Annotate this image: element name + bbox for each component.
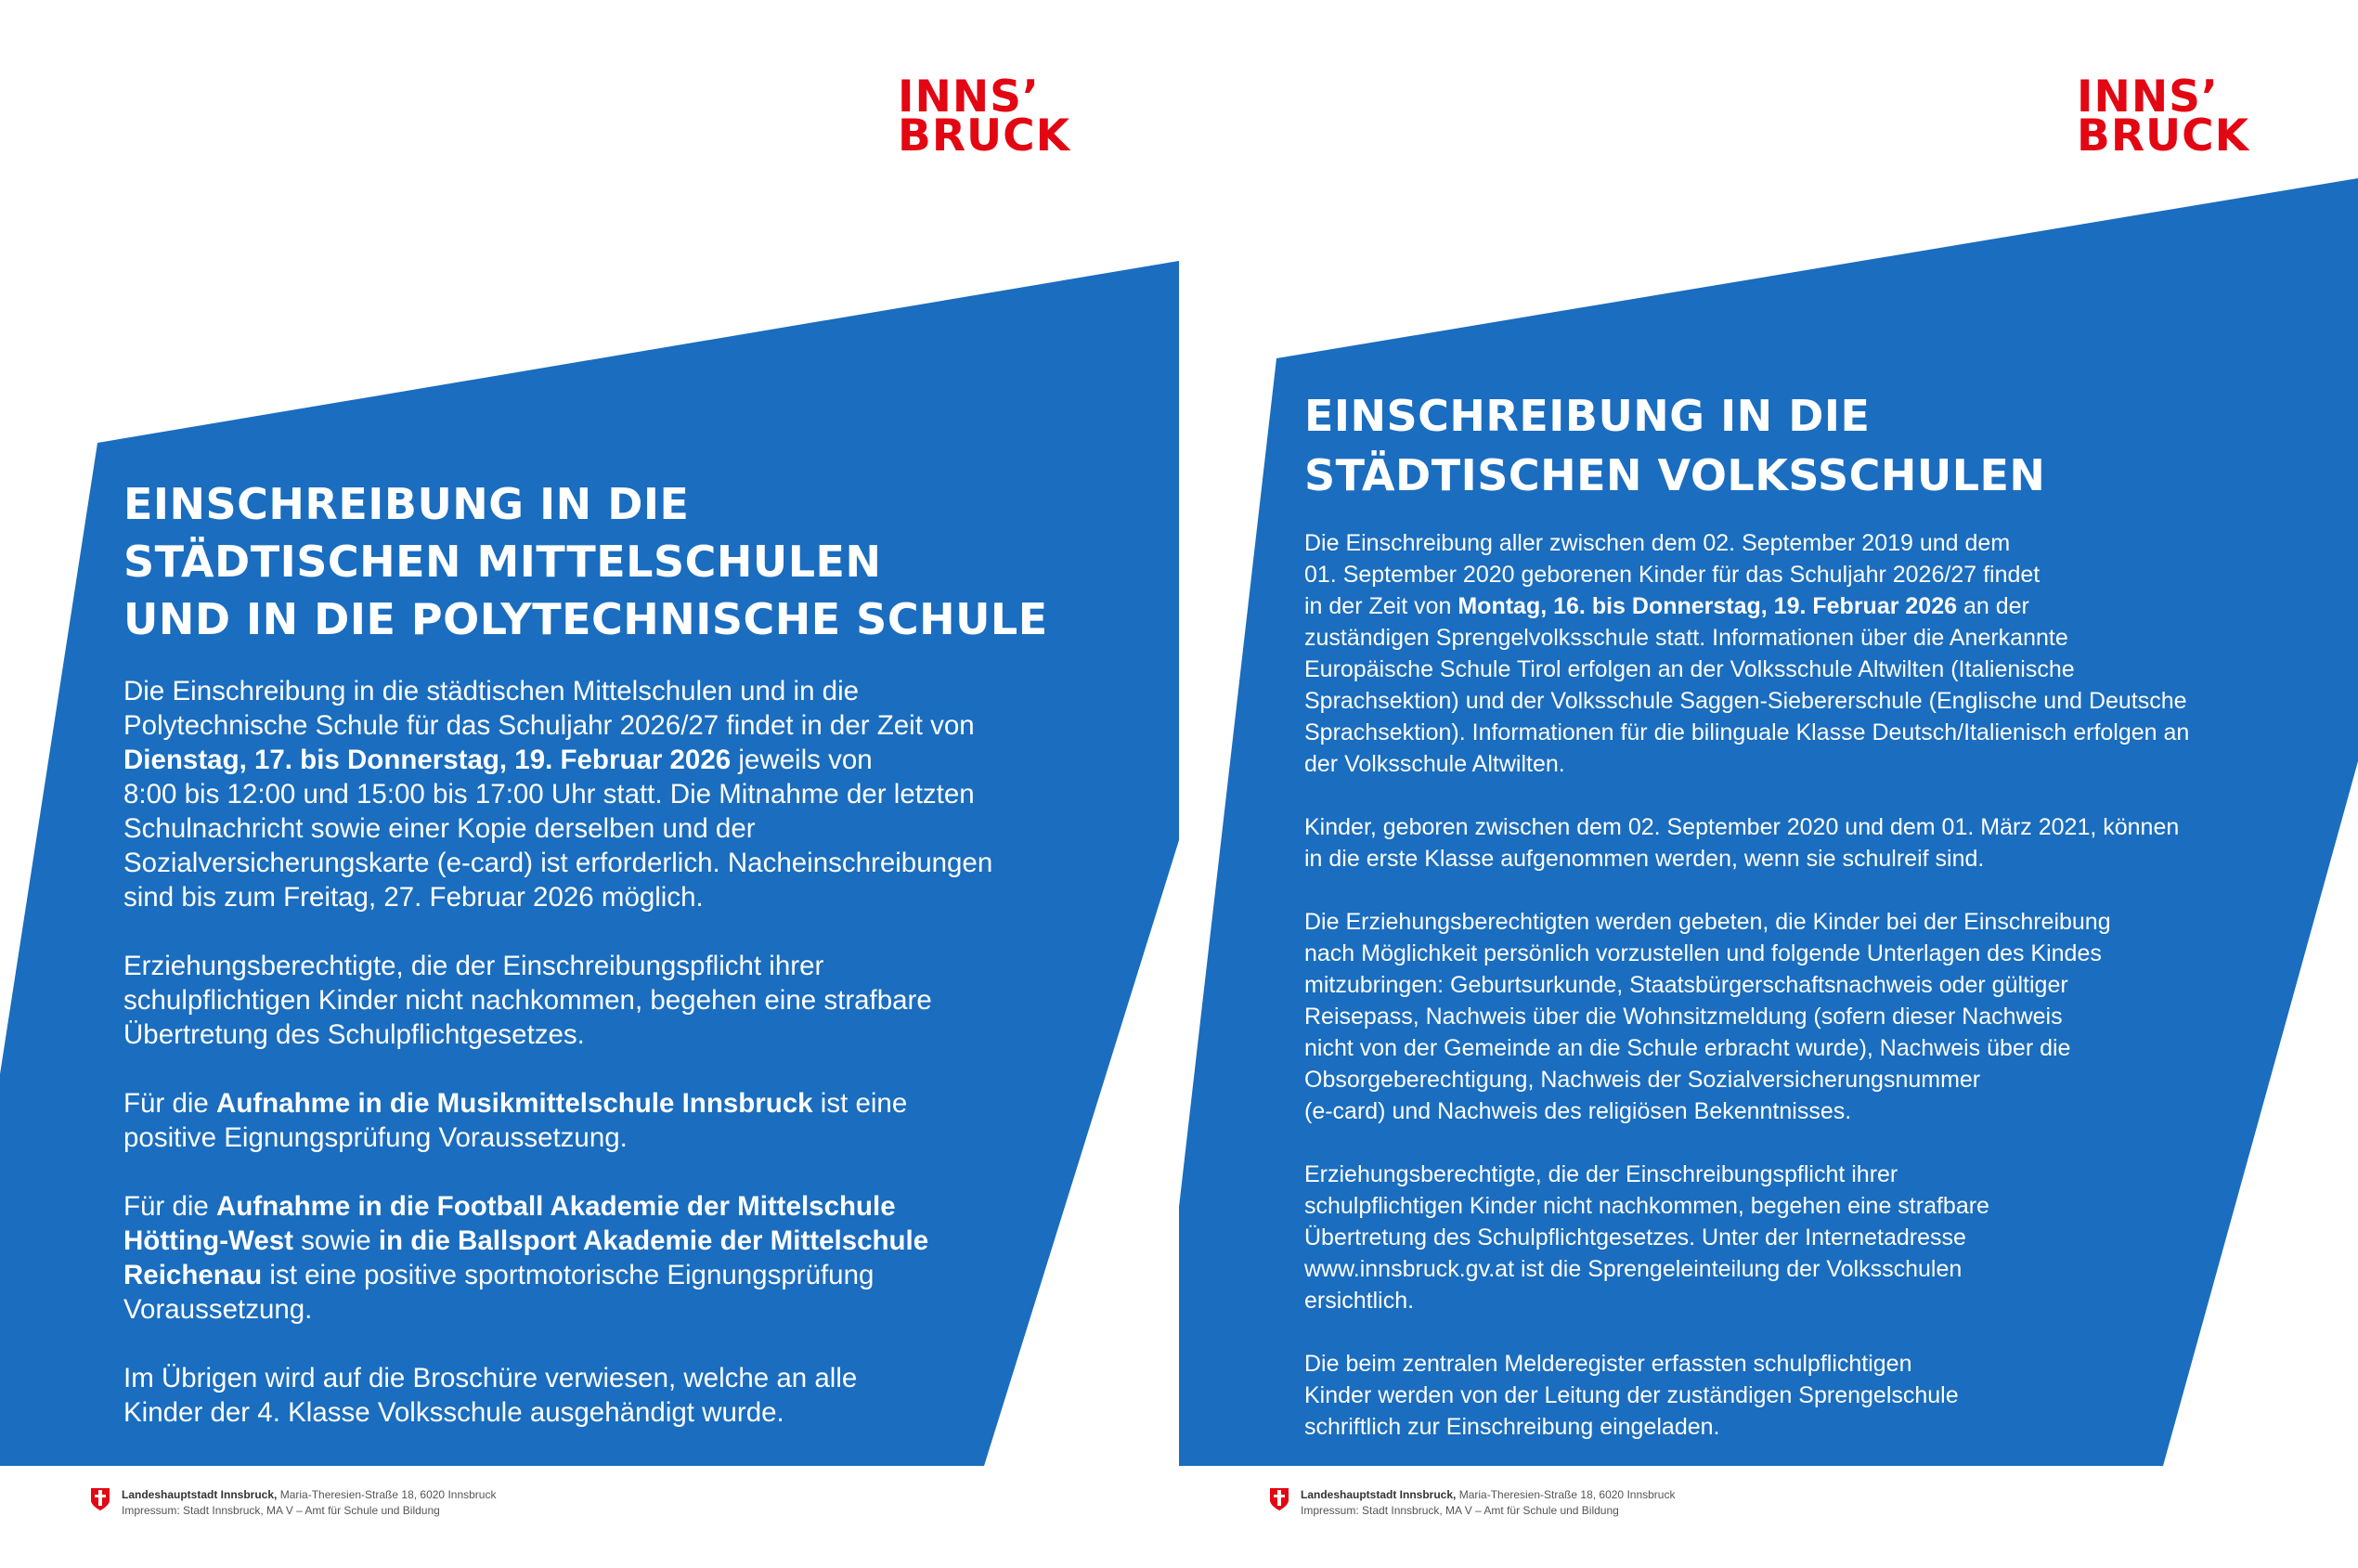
paragraph-enrollment-dates: Die Einschreibung in die städtischen Mittelschulen und in die Polytechnische Schule für das Schuljahr 2026/27 findet in der Zeit von Dienstag, 17. bis Donnerstag, 19. Februar 2026 jeweils von 8:00 bis 12:00 und 15:00 bis 17:00 Uhr statt. Die Mitnahme der letzten Schulnachricht sowie einer Kopie derselben und der Sozialversicherungskarte (e-card) ist erforderlich. Nacheinschreibungen sind bis zum Freitag, 27. Februar 2026 möglich. [123,676,993,913]
innsbruck-logo: INNS’ BRUCK [898,71,1071,162]
paragraph-obligation: Erziehungsberechtigte, die der Einschreibungspflicht ihrer schulpflichtigen Kinder nicht nachkommen, begehen eine strafbare Übertretung des Schulpflichtgesetzes. Unter der Internetadresse www.innsbruck.gv.at ist die Sprengeleinteilung der Volksschulen ersichtlich. [1304,1161,1989,1314]
page-title: EINSCHREIBUNG IN DIE STÄDTISCHEN MITTELSCHULEN UND IN DIE POLYTECHNISCHE SCHULE [123,479,1048,644]
page-title: EINSCHREIBUNG IN DIE STÄDTISCHEN VOLKSSCHULEN [1304,391,2046,500]
city-crest-icon [90,1487,110,1511]
paragraph-brochure: Im Übrigen wird auf die Broschüre verwiesen, welche an alle Kinder der 4. Klasse Volksschule ausgehändigt wurde. [123,1363,858,1428]
content-right [1304,386,2251,1474]
paragraph-early-admission: Kinder, geboren zwischen dem 02. September 2020 und dem 01. März 2021, können in die erste Klasse aufgenommen werden, wenn sie schulreif sind. [1304,814,2180,872]
city-crest-icon [1269,1487,1289,1511]
paragraph-obligation: Erziehungsberechtigte, die der Einschreibungspflicht ihrer schulpflichtigen Kinder nicht nachkommen, begehen eine strafbare Übertretung des Schulpflichtgesetzes. [123,951,932,1050]
paragraph-invitation: Die beim zentralen Melderegister erfassten schulpflichtigen Kinder werden von der Leitung der zuständigen Sprengelschule schriftlich zur Einschreibung eingeladen. [1304,1351,1959,1440]
footer-imprint: Landeshauptstadt Innsbruck, Maria-Theresien-Straße 18, 6020 Innsbruck Impressum: Stadt Innsbruck, MA V – Amt für Schule und Bildung [1269,1487,1675,1519]
paragraph-sports-academy: Für die Aufnahme in die Football Akademie der Mittelschule Hötting-West sowie in die Ballsport Akademie der Mittelschule Reichenau ist eine positive sportmotorische Eignungsprüfung Voraussetzung. [123,1191,929,1325]
paragraph-enrollment-dates: Die Einschreibung aller zwischen dem 02. September 2019 und dem 01. September 2020 geborenen Kinder für das Schuljahr 2026/27 findet in der Zeit von Montag, 16. bis Donnerstag, 19. Februar 2026 an der zuständigen Sprengelvolksschule statt. Informationen über die Anerkannte Europäische Schule Tirol erfolgen an der Volksschule Altwilten (Italienische Sprachsektion) und der Volksschule Saggen-Siebererschule (Englische und Deutsche Sprachsektion). Informationen für die bilinguale Klasse Deutsch/Italienisch erfolgen an der Volksschule Altwilten. [1304,530,2190,777]
paragraph-music-school: Für die Aufnahme in die Musikmittelschule Innsbruck ist eine positive Eignungsprüfung Voraussetzung. [123,1088,908,1153]
paragraph-documents: Die Erziehungsberechtigten werden gebeten, die Kinder bei der Einschreibung nach Möglichkeit persönlich vorzustellen und folgende Unterlagen des Kindes mitzubringen: Geburtsurkunde, Staatsbürgerschaftsnachweis oder gültiger Reisepass, Nachweis über die Wohnsitzmeldung (sofern dieser Nachweis nicht von der Gemeinde an die Schule erbracht wurde), Nachweis über die Obsorgeberechtigung, Nachweis der Sozialversicherungsnummer (e-card) und Nachweis des religiösen Bekenntnisses. [1304,909,2111,1124]
innsbruck-logo: INNS’ BRUCK [2077,71,2250,162]
content-left [123,475,1052,1464]
flyer-page-volksschulen [1179,0,2358,1568]
footer-imprint: Landeshauptstadt Innsbruck, Maria-Theresien-Straße 18, 6020 Innsbruck Impressum: Stadt Innsbruck, MA V – Amt für Schule und Bildung [90,1487,496,1519]
